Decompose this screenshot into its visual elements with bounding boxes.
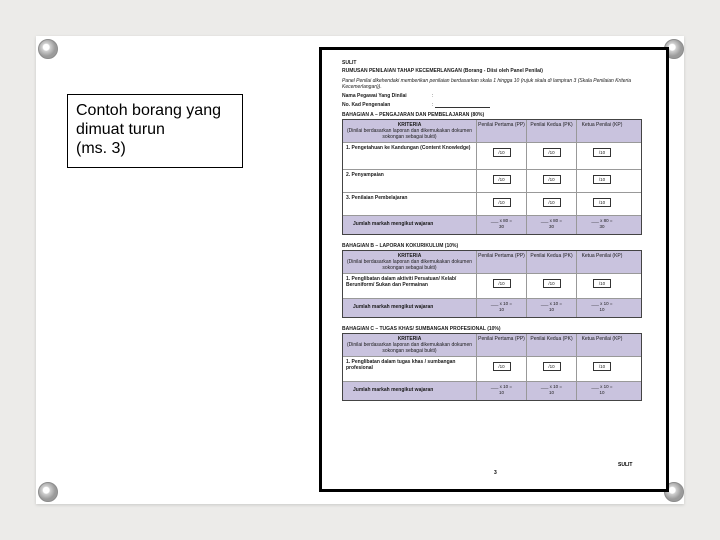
- kriteria-note: (Dinilai berdasarkan laporan dan dikemukakan dokumen sokongan sebagai bukti): [346, 342, 473, 354]
- footer-denom: 10: [498, 389, 504, 395]
- item-label: 1. Pengetahuan ke Kandungan (Content Knowledge): [343, 143, 477, 169]
- table-header: [343, 120, 641, 143]
- footer-value: ___ x 10 =: [591, 301, 613, 306]
- item-label: 1. Penglibatan dalam tugas khas / sumbangan profesional: [343, 357, 477, 381]
- section-c-title: BAHAGIAN C – TUGAS KHAS/ SUMBANGAN PROFESIONAL (10%): [342, 326, 501, 332]
- footer-value: ___ x 80 =: [540, 218, 563, 223]
- table-header: [343, 251, 641, 274]
- callout-line-3: (ms. 3): [76, 140, 126, 157]
- document-page: [342, 60, 642, 401]
- doc-field-name: [342, 93, 642, 99]
- footer-label: Jumlah markah mengikut wajaran: [343, 299, 477, 317]
- score-box: /10: [543, 279, 561, 288]
- callout-line-2: dimuat turun: [76, 121, 165, 138]
- col-kp: Ketua Penilai (KP): [581, 253, 623, 259]
- col-pk: Penilai Kedua (PK): [527, 334, 577, 356]
- doc-title: RUMUSAN PENILAIAN TAHAP KECEMERLANGAN (Borang - Diisi oleh Panel Penilai): [342, 68, 543, 74]
- footer-value: ___ x 10 =: [540, 384, 563, 389]
- pin-top-left-front: [38, 39, 58, 59]
- field-label: Nama Pegawai Yang Dinilai: [342, 93, 407, 99]
- field-sep: :: [432, 93, 434, 99]
- score-box: /10: [593, 198, 611, 207]
- field-sep: :: [432, 102, 434, 108]
- footer-denom: 30: [548, 223, 554, 229]
- table-row: [343, 357, 641, 382]
- score-box: /10: [493, 148, 511, 157]
- footer-denom: 30: [599, 223, 605, 229]
- footer-denom: 10: [498, 306, 504, 312]
- col-pp: Penilai Pertama (PP): [477, 334, 527, 356]
- doc-field-ic: [342, 102, 642, 108]
- section-b-table: [342, 250, 642, 318]
- footer-value: ___ x 80 =: [591, 218, 613, 223]
- section-b-title: BAHAGIAN B – LAPORAN KOKURIKULUM (10%): [342, 243, 459, 249]
- table-header: [343, 334, 641, 357]
- footer-label: Jumlah markah mengikut wajaran: [343, 382, 477, 400]
- table-footer: [343, 382, 641, 400]
- footer-value: ___ x 10 =: [490, 384, 513, 389]
- footer-denom: 10: [548, 389, 554, 395]
- score-box: /10: [593, 148, 611, 157]
- item-label: 1. Penglibatan dalam aktiviti Persatuan/ Kelab/ Beruniform/ Sukan dan Permainan: [343, 274, 477, 298]
- kriteria-heading: KRITERIA: [397, 336, 422, 342]
- score-box: /10: [493, 362, 511, 371]
- kriteria-heading: KRITERIA: [397, 122, 422, 128]
- footer-denom: 10: [599, 389, 605, 395]
- table-row: [343, 274, 641, 299]
- section-a-table: [342, 119, 642, 235]
- col-pp: Penilai Pertama (PP): [477, 251, 527, 273]
- col-pk: Penilai Kedua (PK): [527, 120, 577, 142]
- doc-header: SULIT: [342, 60, 357, 66]
- col-pp: Penilai Pertama (PP): [477, 120, 527, 142]
- kriteria-note: (Dinilai berdasarkan laporan dan dikemukakan dokumen sokongan sebagai bukti): [346, 259, 473, 271]
- footer-value: ___ x 10 =: [540, 301, 563, 306]
- col-kp: Ketua Penilai (KP): [581, 336, 623, 342]
- pin-bottom-left-front: [38, 482, 58, 502]
- score-box: /10: [543, 198, 561, 207]
- score-box: /10: [543, 175, 561, 184]
- table-row: [343, 143, 641, 170]
- score-box: /10: [593, 362, 611, 371]
- document-image: [319, 47, 669, 492]
- footer-denom: 10: [548, 306, 554, 312]
- col-pk: Penilai Kedua (PK): [527, 251, 577, 273]
- item-label: 2. Penyampaian: [343, 170, 477, 192]
- field-label: No. Kad Pengenalan: [342, 102, 391, 108]
- footer-denom: 10: [599, 306, 605, 312]
- score-box: /10: [543, 148, 561, 157]
- score-box: /10: [593, 175, 611, 184]
- item-label: 3. Penilaian Pembelajaran: [343, 193, 477, 215]
- kriteria-note: (Dinilai berdasarkan laporan dan dikemukakan dokumen sokongan sebagai bukti): [346, 128, 473, 140]
- col-kp: Ketua Penilai (KP): [581, 122, 623, 128]
- doc-instruction: Panel Penilai dikehendaki memberikan penilaian berdasarkan skala 1 hingga 10 (rujuk skala di lampiran 3 (Skala Penilaian Kriteria Kecemerlangan)).: [342, 78, 632, 90]
- score-box: /10: [493, 279, 511, 288]
- score-box: /10: [543, 362, 561, 371]
- footer-value: ___ x 10 =: [490, 301, 513, 306]
- score-box: /10: [493, 175, 511, 184]
- footer-value: ___ x 10 =: [591, 384, 613, 389]
- footer-value: ___ x 80 =: [490, 218, 513, 223]
- callout-box: [67, 94, 243, 168]
- doc-footer-sulit: SULIT: [618, 462, 633, 468]
- score-box: /10: [493, 198, 511, 207]
- table-footer: [343, 216, 641, 234]
- callout-line-1: Contoh borang yang: [76, 102, 221, 119]
- table-footer: [343, 299, 641, 317]
- table-row: [343, 193, 641, 216]
- footer-denom: 30: [498, 223, 504, 229]
- table-row: [343, 170, 641, 193]
- score-box: /10: [593, 279, 611, 288]
- section-a-title: BAHAGIAN A – PENGAJARAN DAN PEMBELAJARAN (80%): [342, 112, 485, 118]
- footer-label: Jumlah markah mengikut wajaran: [343, 216, 477, 234]
- section-c-table: [342, 333, 642, 401]
- doc-page-number: 3: [494, 470, 497, 476]
- kriteria-heading: KRITERIA: [397, 253, 422, 259]
